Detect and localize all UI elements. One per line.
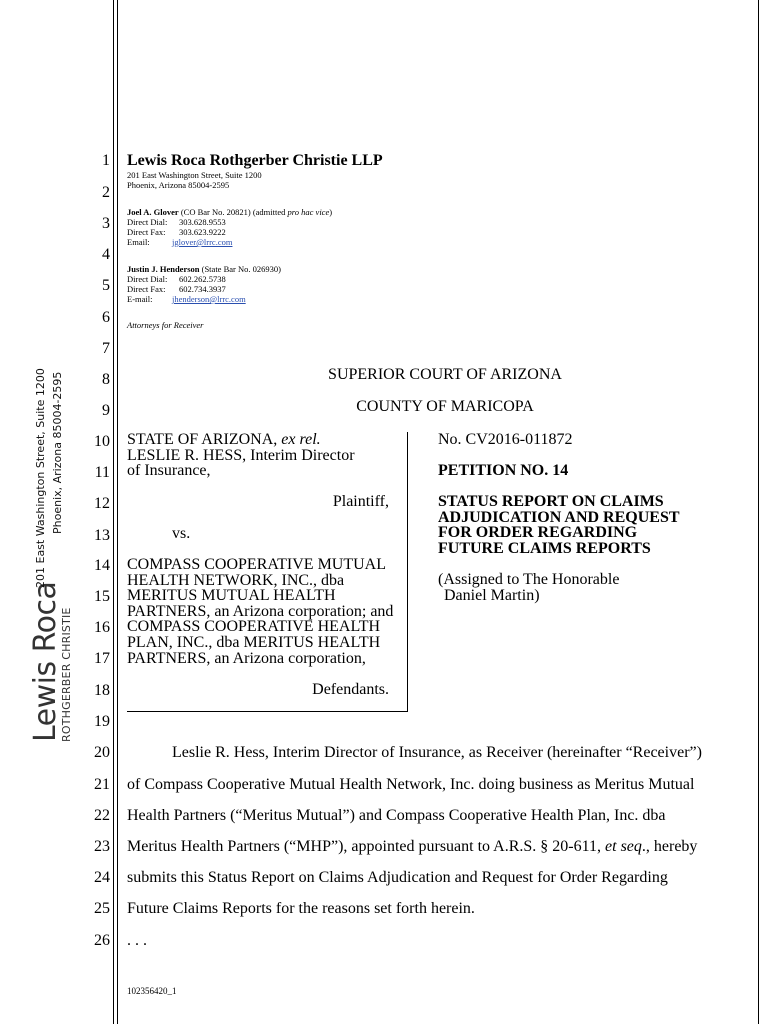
firm-name: Lewis Roca Rothgerber Christie LLP — [127, 152, 383, 169]
attorney1-dial: 303.628.9553 — [179, 217, 226, 227]
attorney2-fax: 602.734.3937 — [179, 284, 226, 294]
body-line-25: Future Claims Reports for the reasons set forth herein. — [127, 900, 475, 917]
sidebar-address-line2: Phoenix, Arizona 85004-2595 — [51, 371, 64, 534]
line-number: 15 — [94, 588, 110, 605]
attorney2-email-label: E-mail: — [127, 294, 153, 304]
body-line-21: of Compass Cooperative Mutual Health Network, Inc. doing business as Meritus Mutual — [127, 776, 695, 793]
attorney1-close: ) — [329, 207, 333, 217]
line-number: 4 — [102, 246, 110, 263]
plaintiff-line3: of Insurance, — [127, 462, 211, 480]
line-number: 5 — [102, 277, 110, 294]
firm-address-line2: Phoenix, Arizona 85004-2595 — [127, 180, 230, 190]
caption-divider-bottom — [127, 711, 408, 712]
attorney1-fax: 303.623.9222 — [179, 227, 226, 237]
line-number: 20 — [94, 744, 110, 761]
attorney1-fax-label: Direct Fax: — [127, 227, 166, 237]
line-number: 2 — [102, 184, 110, 201]
county-name: COUNTY OF MARICOPA — [356, 398, 534, 415]
line-number: 26 — [94, 932, 110, 949]
attorney2-email-link[interactable]: jhenderson@lrrc.com — [172, 294, 246, 304]
attorney1-bar: (CO Bar No. 20821) (admitted — [180, 207, 288, 217]
margin-rule-right — [758, 0, 759, 1024]
document-title — [438, 494, 680, 556]
caption-plaintiff — [127, 432, 407, 479]
body-line-20: Leslie R. Hess, Interim Director of Insurance, as Receiver (hereinafter “Receiver”) — [172, 744, 702, 761]
court-name: SUPERIOR COURT OF ARIZONA — [328, 366, 562, 383]
defendants-role: Defendants. — [312, 681, 389, 698]
assigned-line: Daniel Martin) — [444, 586, 540, 604]
defendant-line: HEALTH NETWORK, INC., dba — [127, 571, 345, 589]
line-number: 24 — [94, 869, 110, 886]
body-line-26: . . . — [127, 932, 147, 949]
attorney2-name: Justin J. Henderson — [127, 264, 200, 274]
logo-wordmark: Lewis Roca — [28, 581, 63, 742]
plaintiff-ex-rel: ex rel. — [281, 431, 321, 448]
line-number: 16 — [94, 619, 110, 636]
assigned-line: (Assigned to The Honorable — [438, 571, 620, 588]
attorney2-bar: (State Bar No. 026930) — [201, 264, 281, 274]
document-title-line: FOR ORDER REGARDING — [438, 524, 638, 542]
body-line-24: submits this Status Report on Claims Adjudication and Request for Order Regarding — [127, 869, 668, 886]
line-number: 17 — [94, 650, 110, 667]
caption-divider-vertical — [407, 432, 408, 712]
line-number: 25 — [94, 900, 110, 917]
line-number: 13 — [94, 527, 110, 544]
attorney-block-2 — [127, 264, 281, 304]
defendant-line: PLAN, INC., dba MERITUS HEALTH — [127, 633, 381, 651]
case-number: No. CV2016-011872 — [438, 431, 573, 448]
margin-rule-left — [113, 0, 114, 1024]
petition-number: PETITION NO. 14 — [438, 462, 569, 479]
attorney2-dial: 602.262.5738 — [179, 274, 226, 284]
document-id: 102356420_1 — [127, 986, 177, 996]
line-number: 18 — [94, 682, 110, 699]
line-number: 23 — [94, 838, 110, 855]
attorney1-email-link[interactable]: jglover@lrrc.com — [172, 237, 233, 247]
caption-defendants — [127, 557, 412, 666]
attorney-block-1 — [127, 207, 332, 247]
line-number: 19 — [94, 713, 110, 730]
line-number: 11 — [94, 464, 110, 481]
versus: vs. — [172, 525, 191, 542]
document-title-line: STATUS REPORT ON CLAIMS — [438, 493, 664, 510]
defendant-line: PARTNERS, an Arizona corporation; and — [127, 602, 394, 620]
firm-address-line1: 201 East Washington Street, Suite 1200 — [127, 170, 262, 180]
margin-rule-left-inner — [117, 0, 118, 1024]
logo-subtitle: ROTHGERBER CHRISTIE — [60, 607, 73, 742]
attorneys-for: Attorneys for Receiver — [127, 320, 204, 330]
defendant-line: MERITUS MUTUAL HEALTH — [127, 587, 336, 605]
line-number: 6 — [102, 309, 110, 326]
attorney2-fax-label: Direct Fax: — [127, 284, 166, 294]
line-number: 9 — [102, 402, 110, 419]
body-line-22: Health Partners (“Meritus Mutual”) and Compass Cooperative Health Plan, Inc. dba — [127, 807, 666, 824]
attorney1-email-label: Email: — [127, 237, 150, 247]
document-title-line: FUTURE CLAIMS REPORTS — [438, 539, 651, 557]
line-number: 7 — [102, 340, 110, 357]
plaintiff-line1: STATE OF ARIZONA, — [127, 431, 282, 448]
firm-address — [127, 170, 262, 190]
line-number: 1 — [102, 152, 110, 169]
defendant-line: COMPASS COOPERATIVE HEALTH — [127, 618, 381, 636]
attorney1-name: Joel A. Glover — [127, 207, 179, 217]
body-line-23-et-seq: et seq — [605, 838, 642, 855]
line-number: 10 — [94, 433, 110, 450]
plaintiff-role: Plaintiff, — [332, 493, 389, 510]
attorney2-dial-label: Direct Dial: — [127, 274, 168, 284]
document-title-line: ADJUDICATION AND REQUEST — [438, 508, 680, 526]
defendant-line: PARTNERS, an Arizona corporation, — [127, 649, 366, 667]
line-number: 3 — [102, 215, 110, 232]
attorney1-pro-hac: pro hac vice — [287, 207, 330, 217]
line-number: 12 — [94, 495, 110, 512]
body-line-23-c: ., hereby — [641, 838, 698, 855]
defendant-line: COMPASS COOPERATIVE MUTUAL — [127, 556, 387, 573]
line-number: 8 — [102, 371, 110, 388]
sidebar-address-line1: 201 East Washington Street, Suite 1200 — [34, 368, 47, 588]
plaintiff-line2: LESLIE R. HESS, Interim Director — [127, 446, 355, 464]
line-number: 14 — [94, 557, 110, 574]
assigned-judge — [438, 572, 619, 603]
body-line-23 — [127, 838, 697, 856]
attorney1-dial-label: Direct Dial: — [127, 217, 168, 227]
line-number: 21 — [94, 776, 110, 793]
body-line-23-a: Meritus Health Partners (“MHP”), appointed pursuant to A.R.S. § 20-611, — [127, 838, 606, 855]
line-number: 22 — [94, 807, 110, 824]
